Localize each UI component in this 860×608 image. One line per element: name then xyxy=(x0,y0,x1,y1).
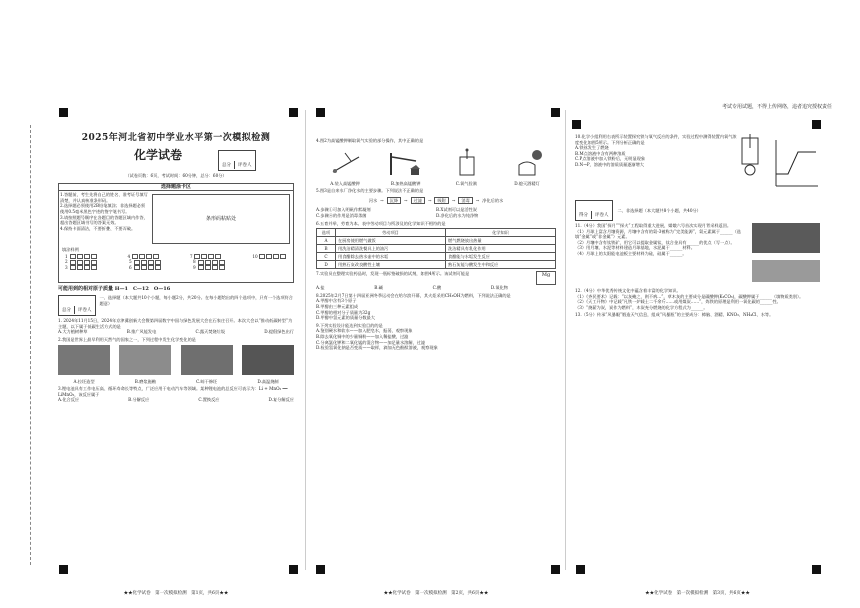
binding-margin xyxy=(18,200,28,500)
question-1-options: A.大力植树种草 B.推广风能发电 C.露天焚烧垃圾 D.提倡绿色出行 xyxy=(58,329,294,335)
sub-question: （3）“烧薪为炭，炭作为燃料”，木炭充分燃烧的化学方程式为______。 xyxy=(575,304,708,310)
reaction-graph-figure xyxy=(740,134,820,194)
question-6-table xyxy=(316,228,556,269)
option-item: D.检验氢氧化钠是否变质——取样，滴加无色酚酞溶液，观察现象 xyxy=(316,345,438,351)
question-5: 5.图3是自来水厂净化水的主要步骤。下列说法不正确的是 xyxy=(316,188,424,194)
table-row: C 用食醋除去热水壶中的水垢 食醋能与水垢发生反应 xyxy=(317,253,556,261)
score-box: 总分 评卷人 xyxy=(218,150,256,171)
question-11: 11.（4分）我国“探月”“探火”工程取得重大进展，嫦娥六号首次实现月背采样返回。 xyxy=(575,223,732,228)
question-10: 10.化学小组利用右表所示装置探究铁与氧气反应的条件，实验过程中测得装置内氧气浓度变化如图5所示。下列分析正确的是 xyxy=(575,134,737,145)
option-item: A.铁丝发生了燃烧 xyxy=(575,145,609,151)
photo-pottery-shaping xyxy=(58,345,110,375)
photo-glazing xyxy=(119,345,171,375)
question-13: 13.（5分）传承“风暴眼”锻造天气信息，组成“风暴瓶”的主要成分：樟脑、酒精、KNO₃、NH₄Cl、水等。 xyxy=(575,312,774,318)
atomic-masses: 可能用到的相对原子质量 H—1 C—12 O—16 xyxy=(58,285,171,292)
option-item: A.甲醇中含有3个原子 xyxy=(316,298,357,304)
question-2-images: A.拉坯造型 B.磨浆施釉 C.晾干修坯 D.高温烧制 xyxy=(58,345,294,385)
question-7: 7.实验员在整理实验药品时，发现一瓶标签破损的试剂，如图4所示。该试剂可能是 xyxy=(316,271,470,277)
header-note: 考试专用试题，不得上传网络，违者追究授权责任 xyxy=(721,104,832,110)
alcohol-lamp-figure xyxy=(507,147,547,177)
question-1: 1. 2024年11月15日，2024年京津冀创新大会暨第四届数字中国与绿色发展大会在石家庄召开。本次大会以“推动低碳转型”为主题，以下属于低碳生活方式的是 xyxy=(58,318,293,329)
sub-question: （1）月球上富含月壤资源，月壤中含有的氦-3被称为“完美能源”，氦元素属于______（选填“金属”或“非金属”）元素。 xyxy=(575,228,741,240)
option-item: B.M点溶液中含有两种溶质 xyxy=(575,150,626,156)
exam-title: 2025年河北省初中学业水平第一次模拟检测 xyxy=(81,133,271,143)
oxygen-bottle-figure xyxy=(446,147,486,177)
subject-title: 化学试卷 xyxy=(133,148,182,162)
note-item: 3.请按照题号顺序在各题目的答题区域内作答，超出答题区域书写的答案无效。 xyxy=(60,214,148,226)
sub-question: （2）《天工开物》中记载“凡铁一炉载土二千余斤……或用煤炭……”，炼铁的原理是利用一氧化碳的______性。 xyxy=(575,299,781,305)
answer-card xyxy=(58,183,294,283)
question-7-options: A.盐 B.碱 C.酸 D.氧化物 xyxy=(316,285,508,291)
exam-info: （试卷页数：6页，考试时间：60分钟，总分：60分） xyxy=(125,173,227,178)
barcode-area: 条形码粘贴处 xyxy=(152,194,290,244)
note-item: 4.保持卡面清洁，不要折叠、不要弄破。 xyxy=(60,225,136,231)
photo-firing xyxy=(242,345,294,375)
question-2: 2.我国是世界上最早利用天然气的国家之一，下列过程中发生化学变化的是 xyxy=(58,336,196,342)
question-6: 6.五育并举，劳育为本。表中劳动项目与所涉及的化学知识不相符的是 xyxy=(316,220,446,226)
question-4: 4.图2为高锰酸钾制取氧气实验的部分操作，其中正确的是 xyxy=(316,138,424,143)
option-item: D.N→P，溶液中的溶质质量逐渐增大 xyxy=(575,161,644,167)
section-2-heading: 二、非选择题（本大题共8个小题，共40分） xyxy=(617,207,701,213)
exam-page-3: 10.化学小组利用右表所示装置探究铁与氧气反应的条件，实验过程中测得装置内氧气浓度变化如图5所示。下列分析正确的是 A.铁丝发生了燃烧 B.M点溶液中含有两种溶质 C.P点溶液中加入铁粉后，无明显现象 D.N→P，溶液中的溶质质量逐渐增大 得分 评卷人 二、非选择题（本大题共8个小题，共40分） 11.（4分）我国“探月”“探火”工程取得重大进展，嫦娥六号首次实现月背采样返回。 （1）月球上富含月壤资源，月壤中含有的氦-3被称为“完美能源”，氦元素属于______（选填“金属”或“非金属”）元素。 （2）月壤中含有钛铁矿，用它可以提取金属钛，钛合金具有______的优点（写一点）。 （3）用月壤、水泥等材料建造月球基地，水泥属于______材料。 （4）月球上的太阳能电池板主要材料为硅，硅属于______。 12.（4分）中华优秀传统文化中蕴含着丰富的化学知识。 （1）《齐民要术》记载：“以灰掩之，则不病...”，草木灰的主要成分是碳酸钾(K₂CO₃)，碳酸钾属于______（填物质类别）。 （2）《天工开物》中记载“凡铁一炉载土二千余斤……或用煤炭……”，炼铁的原理是利用一氧化碳的______性。 （3）“烧薪为炭，炭作为燃料”，木炭充分燃烧的化学方程式为______。 13.（5分）传承“风暴眼”锻造天气信息，组成“风暴瓶”的主要成分：樟脑、酒精、KNO₃、NH₄Cl、水等。 ★★化学试卷 第一次模拟检测 第3页，共6页★★ xyxy=(575,118,820,582)
question-3-options: A.化合反应 B.分解反应 C.置换反应 D.复分解反应 xyxy=(58,397,294,403)
note-item: 2.选择题必须使用2B铅笔填涂；非选择题必须使用0.5毫米黑色字迹的签字笔书写。 xyxy=(60,203,146,214)
exam-page-1: 2025年河北省初中学业水平第一次模拟检测 化学试卷 总分 评卷人 （试卷页数：6页，考试时间：60分钟，总分：60分） 选择题涂卡区 1.答题前，考生先将自己的姓名、准考证号填写清楚，并认真核准条形码。 2.选择题必须使用2B铅笔填涂；非选择题必须使用0.5毫米黑色字迹的签字笔书写。 3.请按照题号顺序在各题目的答题区域内作答，超出答题区域书写的答案无效。 4.保持卡面清洁，不要折叠、不要弄破。 条形码粘贴处 填涂样例 1 4 7 10 2 5 8 3 6 9 可能用到的相对原子质量 H—1 C—12 O—16 总分 评卷人 一、选择题（本大题共10个小题，每小题2分，共20分。在每小题给出的四个选项中，只有一个选项符合题意） 1. 2024年11月15日，2024年京津冀创新大会暨第四届数字中国与绿色发展大会在石家庄召开。本次大会以“推动低碳转型”为主题，以下属于低碳生活方式的是 A.大力植树种草 B.推广风能发电 C.露天焚烧垃圾 D.提倡绿色出行 2.我国是世界上最早利用天然气的国家之一，下列过程中发生化学变化的是 A.拉坯造型 B.磨浆施釉 C.晾干修坯 D.高温烧制 3.锂电池具有工作电压高、循环寿命长等特点，广泛应用于电动汽车等领域。某种锂电池的总反应可表示为：Li + MnO₂ ══ LiMnO₂，该反应属于 A.化合反应 B.分解反应 C.置换反应 D.复分解反应 ★★化学试卷 第一次模拟检测 第1页，共6页★★ xyxy=(58,118,294,582)
option-item: C.分离氯化钾和二氧化锰的混合物——加足量水溶解，过滤 xyxy=(316,339,426,345)
option-item: D.甲醇中氢元素的质量分数最大 xyxy=(316,315,375,321)
reagent-label-figure: Mg xyxy=(536,271,556,285)
registration-mark xyxy=(551,108,560,117)
table-row: D 用熟石灰改良酸性土壤 熟石灰能与酸发生中和反应 xyxy=(317,261,556,269)
page-footer: ★★化学试卷 第一次模拟检测 第3页，共6页★★ xyxy=(645,591,750,596)
option-item: C.甲醇的相对分子质量为32g xyxy=(316,309,371,315)
answer-area-title: 选择题涂卡区 xyxy=(59,184,293,192)
table-row: A 在厨房使用燃气做饭 燃气燃烧放出热量 xyxy=(317,237,556,245)
question-9: 9.下列实验设计能达到实验目的的是 xyxy=(316,322,383,328)
table-header: 劳动项目 xyxy=(336,229,446,237)
sub-question: （3）用月壤、水泥等材料建造月球基地，水泥属于______材料。 xyxy=(575,245,695,251)
table-header: 化学知识 xyxy=(446,229,556,237)
note-item: 1.答题前，考生先将自己的姓名、准考证号填写清楚，并认真核准条形码。 xyxy=(60,192,148,203)
section-1-heading: 一、选择题（本大题共10个小题，每小题2分，共20分。在每小题给出的四个选项中，只有一个选项符合题意） xyxy=(99,295,293,306)
page-footer: ★★化学试卷 第一次模拟检测 第1页，共6页★★ xyxy=(123,591,229,596)
fill-example: 填涂样例 xyxy=(62,247,79,253)
question-4-figures: A.装入高锰酸钾 B.加热高锰酸钾 C.氧气验满 D.熄灭酒精灯 xyxy=(316,147,556,187)
table-header: 选项 xyxy=(317,229,336,237)
water-treatment-flow: 河水 → 沉降 → 过滤 → 吸附 → 消毒 → 净化后的水 xyxy=(368,197,504,203)
heating-apparatus-figure xyxy=(386,147,426,177)
photo-drying xyxy=(181,345,233,375)
registration-mark xyxy=(316,108,325,117)
question-8: 8.2025年2月7日第十四届亚洲冬季运动会在哈尔滨开幕，其火炬采用CH₃OH为燃料，下列说法正确的是 xyxy=(316,292,511,298)
sub-question: （2）月壤中含有钛铁矿，用它可以提取金属钛，钛合金具有______的优点（写一点）。 xyxy=(575,239,735,245)
page-footer: ★★化学试卷 第一次模拟检测 第2页，共6页★★ xyxy=(383,591,489,596)
option-item: A.鉴别硬水和软水——加入肥皂水，振荡，观察现象 xyxy=(316,328,413,334)
rover-photo xyxy=(752,260,820,282)
lunar-photo xyxy=(752,223,820,253)
exam-page-2 xyxy=(316,118,556,596)
option-item: B.除去氧化铜中的少量铜粉——加入稀盐酸，过滤 xyxy=(316,333,409,339)
table-row: B 用洗洁精清洗餐具上的油污 洗洁精具有乳化作用 xyxy=(317,245,556,253)
registration-mark xyxy=(59,108,68,117)
sub-question: （4）月球上的太阳能电池板主要材料为硅，硅属于______。 xyxy=(575,250,687,256)
sub-question: （1）《齐民要术》记载：“以灰掩之，则不病...”，草木灰的主要成分是碳酸钾(K₂CO₃)，碳酸钾属于______（填物质类别）。 xyxy=(575,293,804,299)
test-tube-figure xyxy=(325,147,365,177)
option-item: C.P点溶液中加入铁粉后，无明显现象 xyxy=(575,156,646,162)
bubble-grid: 1 4 7 10 2 5 8 3 6 9 xyxy=(59,253,293,272)
option-item: B.甲醇由三种元素组成 xyxy=(316,303,359,309)
registration-mark xyxy=(289,108,298,117)
question-3: 3.锂电池具有工作电压高、循环寿命长等特点，广泛应用于电动汽车等领域。某种锂电池的总反应可表示为：Li + MnO₂ ══ LiMnO₂，该反应属于 xyxy=(58,386,288,397)
question-5-options: A.步骤①可加入明矾作絮凝剂 B.X试剂可以是活性炭 C.步骤④的作用是消毒杀菌 D.净化后的水为纯净物 xyxy=(316,207,479,218)
question-12: 12.（4分）中华优秀传统文化中蕴含着丰富的化学知识。 xyxy=(575,288,681,293)
